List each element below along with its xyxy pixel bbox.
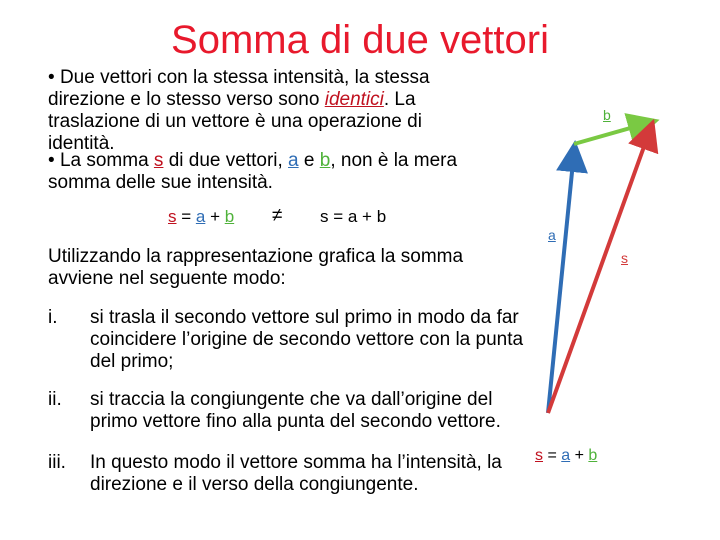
bullet-marker: • <box>48 67 55 88</box>
label-b: b <box>603 107 611 123</box>
intro-text: Utilizzando la rappresentazione grafica la somma avviene nel seguente modo: <box>48 246 464 289</box>
vector-b-arrow <box>574 123 648 144</box>
formula-eq: = <box>176 207 196 226</box>
formula-b: b <box>224 207 235 226</box>
formula-scalar: s = a + b <box>320 207 387 226</box>
bullet2-t1: La somma <box>59 150 154 171</box>
bullet2-t2: di due vettori, <box>163 150 289 171</box>
label-a: a <box>548 227 556 243</box>
bullet2-a: a <box>288 150 299 171</box>
label-s: s <box>621 250 628 266</box>
bullet2-t3: e <box>298 150 320 171</box>
item-number: i. <box>48 307 58 328</box>
formula-s: s <box>168 207 177 226</box>
page-title: Somma di due vettori <box>171 18 549 62</box>
bottom-plus: + <box>570 447 589 464</box>
item-text: In questo modo il vettore somma ha l’intensità, la direzione e il verso della congiungente. <box>90 452 502 495</box>
bullet1-text-before: Due vettori con la stessa intensità, la stessa direzione e lo stesso verso sono <box>48 67 430 110</box>
bottom-b: b <box>588 447 598 464</box>
bullet2-t4: , non è la mera somma delle sue intensità. <box>48 150 458 193</box>
formula-plus: + <box>205 207 225 226</box>
identici-highlight: identici <box>324 89 384 110</box>
bottom-a: a <box>561 447 571 464</box>
item-number: iii. <box>48 452 66 473</box>
item-number: ii. <box>48 389 62 410</box>
bottom-eq: = <box>543 447 562 464</box>
bottom-formula <box>535 447 597 465</box>
neq-sign: ≠ <box>272 205 283 226</box>
item-text: si traccia la congiungente che va dall’origine del primo vettore fino alla punta del secondo vettore. <box>90 389 501 432</box>
bullet2-s: s <box>153 150 164 171</box>
item-text: si trasla il secondo vettore sul primo in modo da far coincidere l’origine de secondo vettore con la punta del primo; <box>90 307 524 372</box>
bullet2-b: b <box>319 150 331 171</box>
bottom-s: s <box>535 447 543 464</box>
formula-a: a <box>195 207 206 226</box>
bullet1-text-after: . La traslazione di un vettore è una operazione di identità. <box>48 89 422 154</box>
bullet-marker: • <box>48 150 55 171</box>
